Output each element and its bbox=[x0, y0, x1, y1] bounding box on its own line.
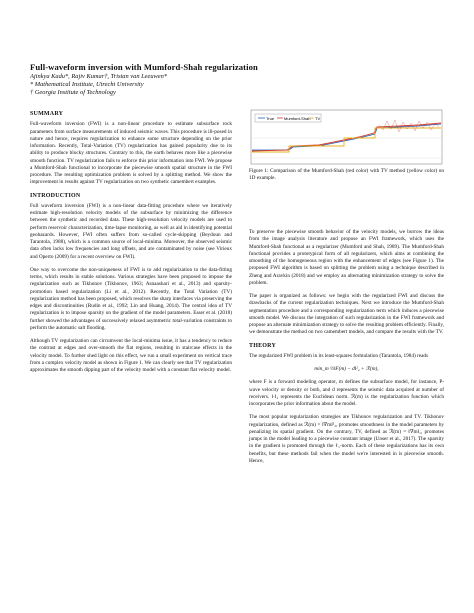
author-block bbox=[30, 73, 167, 97]
legend-true: True bbox=[266, 116, 275, 121]
right-paragraph-1: To preserve the piecewise smooth behavior of the velocity models, we borrow the ideas from the image analysis literature and propose an FWI framework, which uses the Mumford-Shah functional as a regularizer (Mumford and Shah, 1989). The Mumford-Shah functional provides a prototypical form of all regularizers, which aims at combining the smoothing of the homogeneous region with the enhancement of edges (see Figure 1). The proposed FWI algorithm is based on splitting the problem using a technique described in Zheng and Aravkin (2018) and we employ an alternating minimization strategy to solve the problem. bbox=[249, 229, 444, 286]
right-column bbox=[249, 229, 444, 471]
paper-title: Full-waveform inversion with Mumford-Shah regularization bbox=[30, 62, 258, 72]
intro-paragraph-1: Full waveform inversion (FWI) is a non-linear data-fitting procedure where we iteratively estimate high-resolution velocity models of the subsurface by minimizing the difference between the synthetic and recorded data. These high-resolution velocity models are used to perform reservoir characterization, time-lapse monitoring, as well as aid in identifying potential geohazards. However, FWI often suffers from so-called cycle-skipping (Beydoun and Tarantola, 1988), which is a common source of local-minima. Moreover, the observed seismic data often lacks low frequencies and long offsets, and are contaminated by noise (see Virieux and Operto (2009) for a recent overview on FWI). bbox=[30, 202, 232, 260]
figure-1-plot bbox=[249, 108, 444, 166]
theory-heading: THEORY bbox=[249, 342, 276, 349]
affiliation-1: * Mathematical Institute, Utrecht University bbox=[30, 81, 144, 88]
left-column bbox=[30, 111, 232, 380]
intro-heading: INTRODUCTION bbox=[30, 192, 81, 199]
intro-paragraph-2: One way to overcome the non-uniqueness of FWI is to add regularization to the data-fitting terms, which results in stable solutions. Various strategies have been proposed to impose the regularization such as Tikhonov (Tikhonov, 1963; Asnaashari et al., 2013) and sparsity-promotion based regularization (Li et al., 2012). Recently, the Total Variation (TV) regularization method has been proposed, which resolves the sharp interfaces via preserving the edges and discontinuities (Rudin et al., 1992; Lin and Huang, 2014). The central idea of TV regularization is to impose sparsity on the gradient of the model parameters. Esser et al. (2018) further showed the advantages of successively relaxed asymmetric total-variation constraints to perform the automatic salt flooding. bbox=[30, 266, 232, 331]
summary-text: Full-waveform inversion (FWI) is a non-linear procedure to estimate subsurface rock parameters from surface measurements of induced seismic waves. This procedure is ill-posed in nature and hence, requires regularization to enhance some structure depending on the prior information. Recently, Total-Variation (TV) regularization has gained popularity due to its ability to produce blocky structures. Contrary to this, the earth behaves more like a piecewise smooth function. TV regularization fails to enforce this prior information into FWI. We propose a Mumford-Shah functional to incorporate the piecewise smooth spatial structure in the FWI procedure. The resulting optimization problem is solved by a splitting method. We show the improvement in results against TV regularization on two synthetic camembert examples. bbox=[30, 121, 232, 186]
right-paragraph-2: The paper is organized as follows: we begin with the regularized FWI and discuss the drawbacks of the current regularization techniques. Next we introduce the Mumford-Shah segmentation procedure and a corresponding regularization term which induces a piecewise smooth model. We discuss the integration of such regularization in the FWI framework and propose an alternate minimization strategy to solve the resulting problem efficiently. Finally, we demonstrate the method on two camembert models, and compare the results with the TV. bbox=[249, 293, 444, 336]
legend bbox=[255, 114, 321, 122]
right-last-paragraph: The most popular regularization strategies are Tikhonov regularization and TV. Tikhonov regularization, defined as ℛ(m) = ‖∇m‖²₂, promotes smoothness in the model parameters by penalizing its spatial gradient. On the contrary, TV, defined as ℛ(m) = ‖∇m‖₁, promotes jumps in the model leading to a piecewise constant image (Unser et al., 2017). The sparsity in the gradient is promoted through the ℓ₁-norm. Each of these regularizations has its own benefits, but these methods fail when the model we're interested in is piecewise smooth. Hence, bbox=[249, 414, 444, 464]
affiliation-2: † Georgia Institute of Technology bbox=[30, 89, 116, 96]
summary-heading: SUMMARY bbox=[30, 111, 64, 117]
authors: Ajinkya Kadu*, Rajiv Kumar†, Tristan van Leeuwen* bbox=[30, 73, 168, 80]
intro-paragraph-3: Although TV regularization can circumvent the local-minima issue, it has a tendency to reduce the contrast at edges and over-smooth the flat regions, resulting in staircase effects in the velocity model. To further shed light on this effect, we run a small experiment on vertical trace from a complex velocity model as shown in Figure 1. We can clearly see that TV regularization approximates the smooth dipping part of the velocity model with a constant flat velocity model. bbox=[30, 338, 232, 373]
legend-tv: TV bbox=[315, 116, 321, 121]
theory-intro: The regularized FWI problem in its least-squares formulation (Tarantola, 1984) reads bbox=[249, 352, 429, 359]
equation-1: min_m ½‖F(m) − d‖²₂ + ℛ(m), bbox=[314, 366, 379, 372]
legend-ms: Mumford-Shah bbox=[284, 116, 311, 121]
theory-after: where F is a forward modeling operator, m defines the subsurface model, for instance, P-wave velocity or density or both, and d represents the seismic data acquired at number of receivers. ‖·‖₂ represents the Euclidean norm. ℛ(m) is the regularization function which incorporates the prior information about the model. bbox=[249, 379, 444, 407]
figure-1-caption: Figure 1: Comparison of the Mumford-Shah (red color) with TV method (yellow color) on 1D example. bbox=[249, 168, 444, 182]
